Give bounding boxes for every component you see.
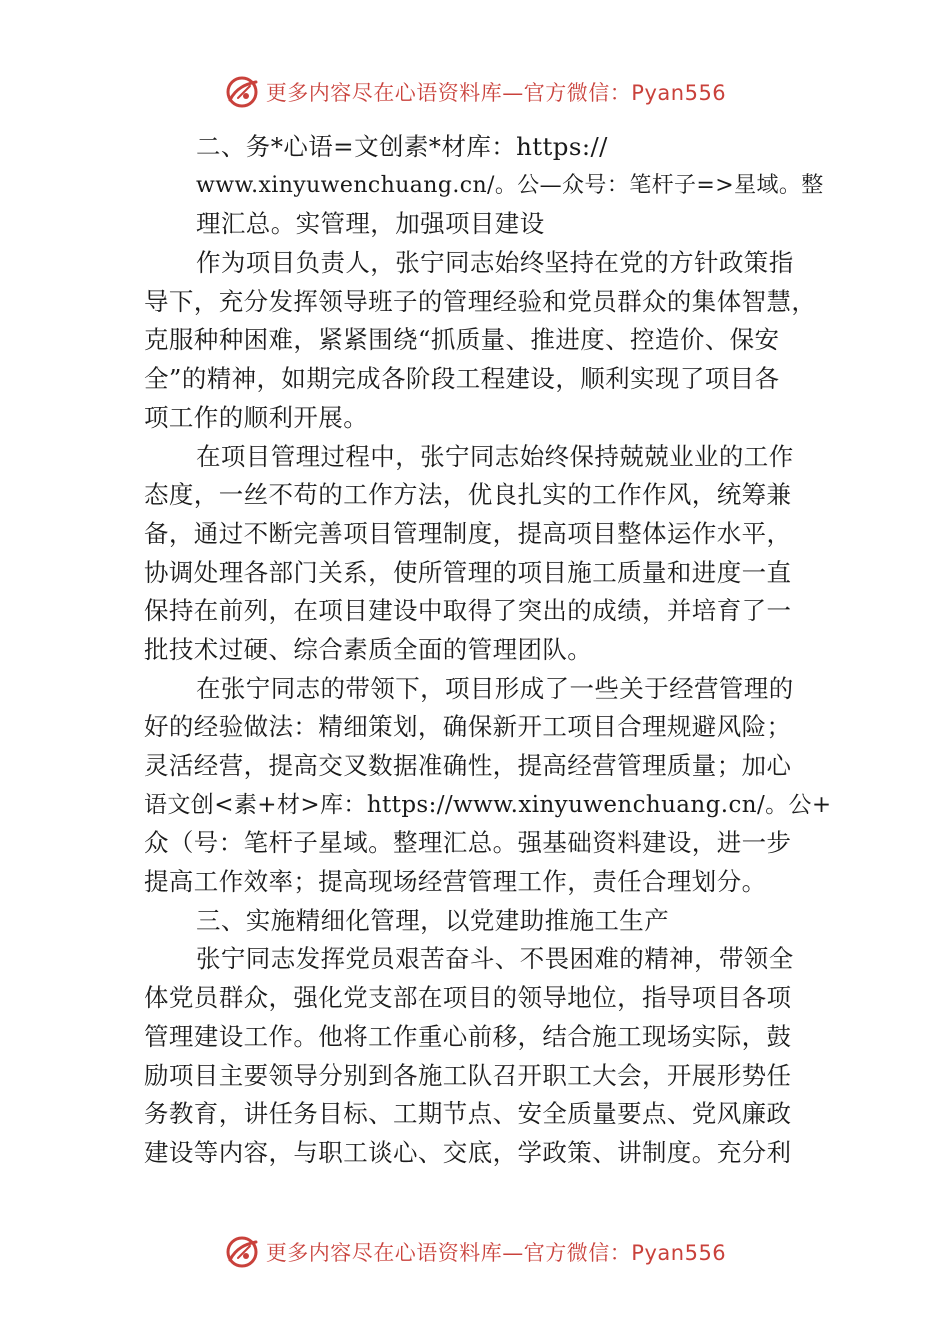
text-line: 张宁同志发挥党员艰苦奋斗、不畏困难的精神，带领全 [196, 944, 794, 974]
text-line: 体党员群众，强化党支部在项目的领导地位，指导项目各项 [144, 983, 792, 1013]
text-line: 项工作的顺利开展。 [144, 402, 369, 432]
banner-text: 更多内容尽在心语资料库—官方微信：Pyan556 [265, 1241, 727, 1265]
text-line: 理汇总。实管理，加强项目建设 [196, 209, 545, 239]
text-line: 作为项目负责人，张宁同志始终坚持在党的方针政策指 [196, 248, 794, 278]
header-watermark-banner [0, 68, 950, 116]
text-line: www.xinyuwenchuang.cn/。公—众号：笔杆子=>星域。整 [196, 172, 824, 198]
text-line: 在项目管理过程中，张宁同志始终保持兢兢业业的工作 [196, 441, 794, 471]
text-line: 在张宁同志的带领下，项目形成了一些关于经营管理的 [196, 673, 794, 703]
text-line: 备，通过不断完善项目管理制度，提高项目整体运作水平， [144, 518, 792, 548]
text-line: 务教育，讲任务目标、工期节点、安全质量要点、党风廉政 [144, 1099, 792, 1129]
text-line: 保持在前列，在项目建设中取得了突出的成绩，并培育了一 [144, 596, 792, 626]
document-body [144, 128, 834, 1173]
brush-logo-icon [224, 74, 260, 110]
footer-watermark-banner [0, 1228, 950, 1276]
text-line: 好的经验做法：精细策划，确保新开工项目合理规避风险； [144, 712, 792, 742]
text-line: 励项目主要领导分别到各施工队召开职工大会，开展形势任 [144, 1060, 792, 1090]
text-line: 克服种种困难，紧紧围绕“抓质量、推进度、控造价、保安 [144, 325, 780, 355]
text-line: 导下，充分发挥领导班子的管理经验和党员群众的集体智慧， [144, 286, 817, 316]
banner-text: 更多内容尽在心语资料库—官方微信：Pyan556 [265, 81, 727, 105]
text-line: 建设等内容，与职工谈心、交底，学政策、讲制度。充分利 [144, 1137, 792, 1167]
text-line: 语文创<素+材>库：https://www.xinyuwenchuang.cn/。公+ [144, 791, 832, 818]
text-line: 三、实施精细化管理，以党建助推施工生产 [196, 905, 670, 935]
brush-logo-icon [224, 1234, 260, 1270]
text-line: 灵活经营，提高交叉数据准确性，提高经营管理质量；加心 [144, 751, 792, 780]
text-line: 管理建设工作。他将工作重心前移，结合施工现场实际，鼓 [144, 1021, 792, 1051]
text-line: 二、务*心语=文创素*材库：https:// [196, 132, 608, 161]
text-line: 批技术过硬、综合素质全面的管理团队。 [144, 634, 593, 664]
text-line: 全”的精神，如期完成各阶段工程建设，顺利实现了项目各 [144, 364, 780, 394]
text-line: 协调处理各部门关系，使所管理的项目施工质量和进度一直 [144, 557, 792, 587]
text-line: 提高工作效率；提高现场经营管理工作，责任合理划分。 [144, 867, 767, 897]
text-line: 态度，一丝不苟的工作方法，优良扎实的工作作风，统筹兼 [144, 480, 792, 510]
text-line: 众（号：笔杆子星域。整理汇总。强基础资料建设，进一步 [144, 828, 792, 858]
